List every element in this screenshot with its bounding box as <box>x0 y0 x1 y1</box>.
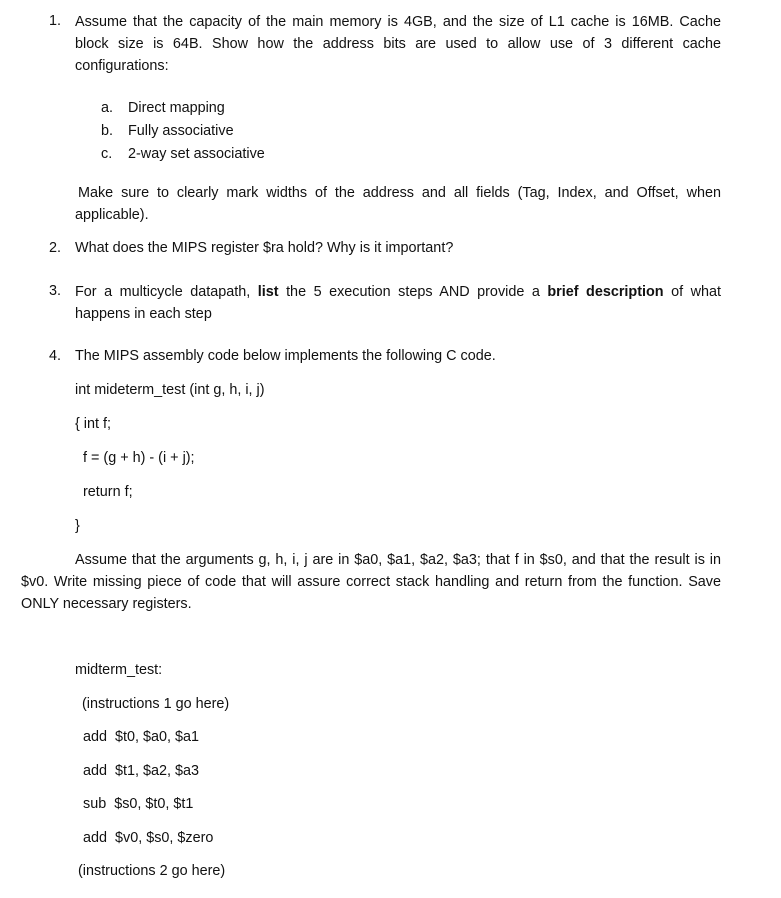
asm-line-2: add $t0, $a0, $a1 <box>83 729 200 745</box>
option-b-letter: b. <box>101 123 114 139</box>
asm-line-6: (instructions 2 go here) <box>78 863 226 879</box>
question-1-text: Assume that the capacity of the main memory is 4GB, and the size of L1 cache is 16MB. Cache block size is 64B. Show how the address bits are used to allow use of 3 different cache configurations: <box>75 14 721 74</box>
question-2-number: 2. <box>49 240 62 256</box>
asm-line-3: add $t1, $a2, $a3 <box>83 763 200 779</box>
c-code-line-2: { int f; <box>75 416 111 432</box>
c-code-line-3: f = (g + h) - (i + j); <box>83 450 195 466</box>
option-c-letter: c. <box>101 146 113 162</box>
question-3-bold-brief-description: brief description <box>547 284 664 300</box>
question-2-text: What does the MIPS register $ra hold? Why is it important? <box>75 240 454 256</box>
question-4-number: 4. <box>49 348 62 364</box>
c-code-line-1: int mideterm_test (int g, h, i, j) <box>75 382 265 398</box>
c-code-line-5: } <box>75 518 80 534</box>
question-3-bold-list: list <box>257 284 279 300</box>
asm-line-4: sub $s0, $t0, $t1 <box>83 796 194 812</box>
asm-line-5: add $v0, $s0, $zero <box>83 830 214 846</box>
question-1-number: 1. <box>49 13 62 29</box>
question-4-intro: The MIPS assembly code below implements the following C code. <box>75 348 496 364</box>
c-code-line-4: return f; <box>83 484 133 500</box>
question-1-note: Make sure to clearly mark widths of the address and all fields (Tag, Index, and Offset, when applicable). <box>75 185 721 223</box>
asm-label: midterm_test: <box>75 662 163 678</box>
option-a-letter: a. <box>101 100 114 116</box>
option-c-text: 2-way set associative <box>128 146 265 162</box>
question-3-number: 3. <box>49 283 62 299</box>
asm-line-1: (instructions 1 go here) <box>82 696 230 712</box>
question-4-assumption: Assume that the arguments g, h, i, j are in $a0, $a1, $a2, $a3; that f in $s0, and that the result is in $v0. Write missing piece of code that will assure correct stack handling and return from the function. Save ONLY necessary registers. <box>21 552 721 612</box>
option-b-text: Fully associative <box>128 123 234 139</box>
option-a-text: Direct mapping <box>128 100 225 116</box>
question-3-text: For a multicycle datapath, list the 5 execution steps AND provide a brief description of what happens in each step <box>75 284 721 322</box>
